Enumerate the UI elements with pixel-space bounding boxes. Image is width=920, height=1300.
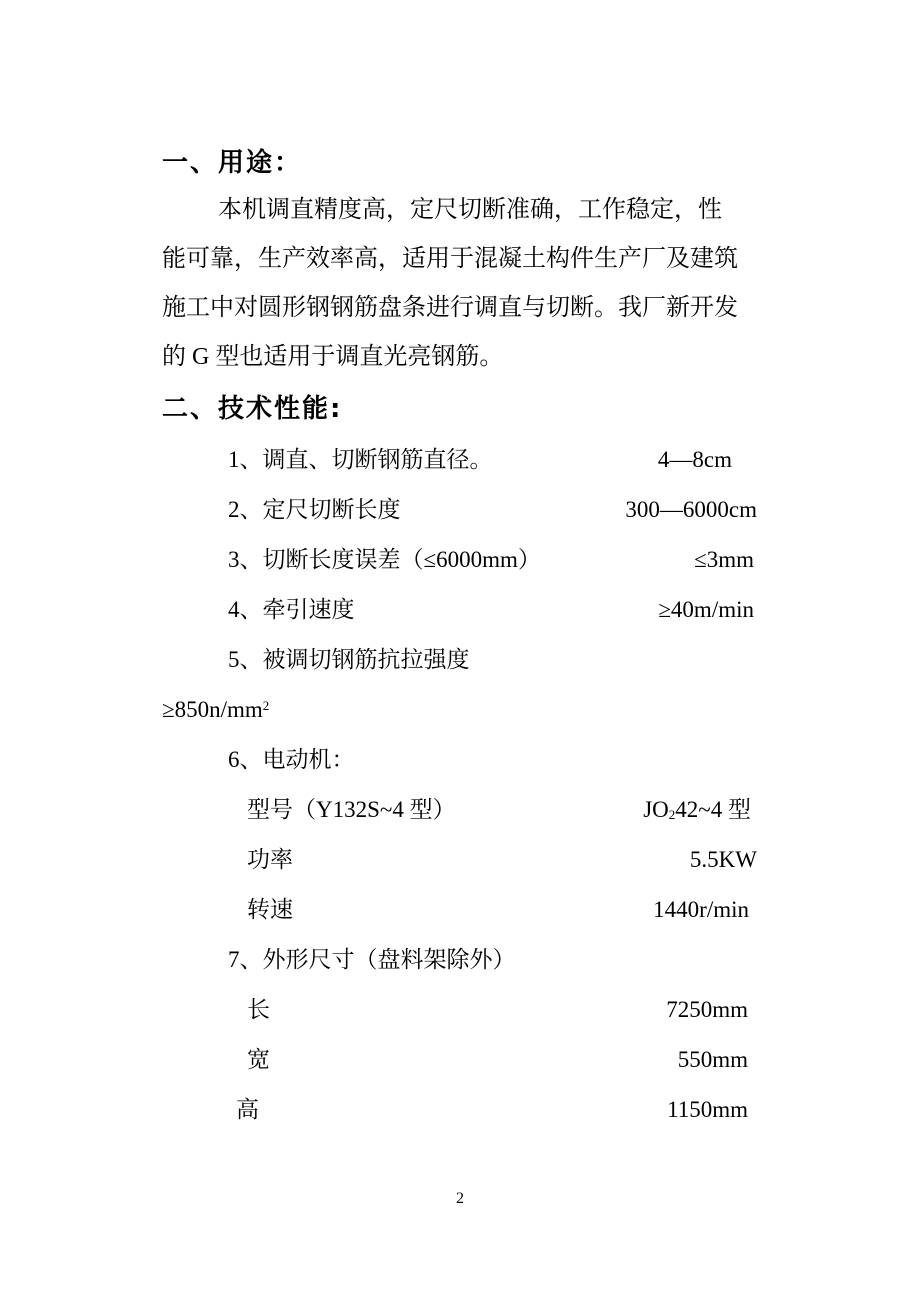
tensile-value-superscript: 2 bbox=[262, 698, 270, 713]
dimension-width-value: 550mm bbox=[677, 1047, 748, 1072]
motor-model-label: 型号（Y132S~4 型） bbox=[247, 797, 456, 822]
spec-value-cut-error: ≤3mm bbox=[694, 547, 754, 572]
section-usage-heading: 一、用途： bbox=[162, 148, 303, 178]
usage-line: 能可靠，生产效率高，适用于混凝土构件生产厂及建筑 bbox=[162, 246, 738, 272]
motor-model-value-a: JO bbox=[643, 797, 669, 822]
tensile-value-text: ≥850n/mm bbox=[162, 697, 263, 722]
spec-value-tensile-strength bbox=[162, 695, 269, 725]
motor-model-value-subscript: 2 bbox=[668, 807, 676, 822]
spec-label-cut-length: 2、定尺切断长度 bbox=[228, 497, 401, 522]
motor-model-value-b: 42~4 型 bbox=[675, 797, 751, 822]
spec-label-tensile-strength: 5、被调切钢筋抗拉强度 bbox=[228, 647, 470, 672]
dimension-height-value: 1150mm bbox=[667, 1097, 748, 1122]
spec-label-diameter: 1、调直、切断钢筋直径。 bbox=[228, 447, 493, 472]
spec-label-motor: 6、电动机： bbox=[228, 747, 355, 772]
spec-label-dimensions: 7、外形尺寸（盘料架除外） bbox=[228, 947, 516, 972]
dimension-length-label: 长 bbox=[247, 997, 270, 1022]
usage-line: 施工中对圆形钢钢筋盘条进行调直与切断。我厂新开发 bbox=[162, 295, 738, 321]
motor-power-value: 5.5KW bbox=[689, 847, 757, 872]
spec-label-cut-error: 3、切断长度误差（≤6000mm） bbox=[228, 547, 541, 572]
dimension-length-value: 7250mm bbox=[666, 997, 748, 1022]
dimension-width-label: 宽 bbox=[247, 1047, 270, 1072]
spec-value-traction-speed: ≥40m/min bbox=[658, 597, 754, 622]
motor-speed-label: 转速 bbox=[247, 897, 293, 922]
motor-model-value bbox=[643, 795, 751, 825]
motor-speed-value: 1440r/min bbox=[653, 897, 749, 922]
spec-value-cut-length: 300—6000cm bbox=[625, 497, 757, 522]
usage-line: 本机调直精度高，定尺切断准确，工作稳定，性 bbox=[218, 197, 722, 223]
dimension-height-label: 高 bbox=[236, 1097, 259, 1122]
spec-label-traction-speed: 4、牵引速度 bbox=[228, 597, 355, 622]
usage-paragraph bbox=[162, 186, 762, 382]
usage-line: 的 G 型也适用于调直光亮钢筋。 bbox=[162, 344, 504, 370]
spec-value-diameter: 4—8cm bbox=[657, 447, 732, 472]
motor-power-label: 功率 bbox=[247, 847, 293, 872]
section-specs-heading: 二、技术性能: bbox=[162, 394, 343, 424]
page-number: 2 bbox=[456, 1190, 464, 1207]
